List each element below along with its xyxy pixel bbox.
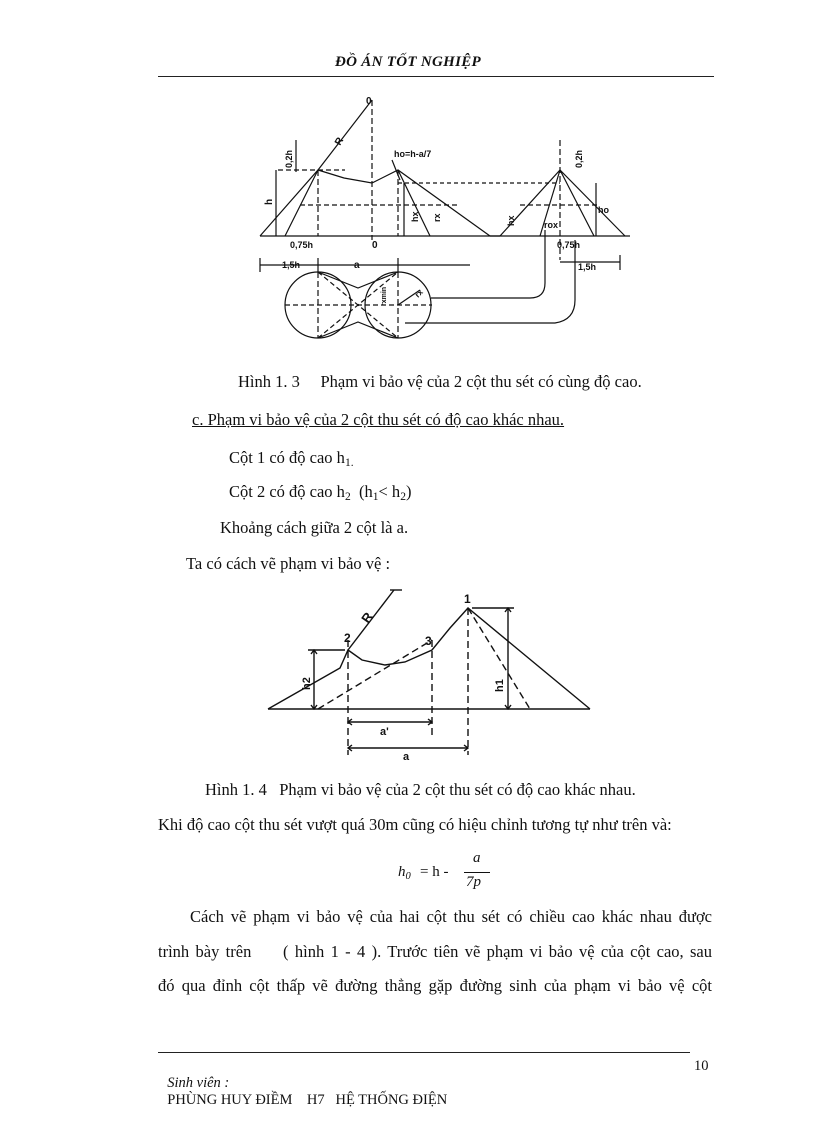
l2d: )	[405, 482, 412, 501]
formula-lhs	[398, 864, 411, 881]
formula-h-sub: 0	[405, 871, 411, 882]
fig13-label-r-rox: rox	[544, 220, 559, 230]
fig14-label-r: R	[358, 609, 376, 626]
section-heading: c. Phạm vi bảo vệ của 2 cột thu sét có độ cao khác nhau.	[192, 410, 565, 429]
fig13-label-r-15h: 1,5h	[578, 262, 597, 272]
l2c: < h	[378, 482, 401, 501]
formula-den: 7p	[466, 874, 481, 890]
fig13-label-r: R	[333, 135, 347, 148]
para-line-2: trình bày trên ( hình 1 - 4 ). Trước tiên vẽ phạm vi bảo vệ của cột cao, sau	[158, 942, 712, 961]
fig13-label-o: 0	[372, 240, 378, 251]
fig13-label-h0formula: ho=h-a/7	[394, 149, 432, 159]
fig14-label-a: a	[403, 751, 410, 763]
page-number: 10	[694, 1058, 709, 1074]
footer-label: Sinh viên :	[167, 1075, 230, 1091]
fig13-label-h02: 0,2h	[284, 149, 294, 168]
footer-name: PHÙNG HUY ĐIỀM H7 HỆ THỐNG ĐIỆN	[167, 1092, 448, 1108]
distance-line: Khoảng cách giữa 2 cột là a.	[220, 518, 409, 537]
fig13-label-075h: 0,75h	[290, 240, 314, 250]
fig13-label-15h: 1,5h	[282, 260, 301, 270]
l2s2: 1	[372, 491, 379, 503]
height-line-1	[229, 448, 354, 468]
l2s1: 2	[344, 491, 351, 503]
fig14-label-1: 1	[464, 592, 471, 606]
fig13-label-rx-plan: rx	[413, 287, 425, 300]
height-line-1-text: Cột 1 có độ cao h	[229, 448, 345, 467]
height-line-2	[229, 482, 411, 502]
fig14-label-h2: h2	[301, 677, 313, 690]
footer-rule	[158, 1052, 690, 1053]
fig13-label-hx: hx	[410, 211, 420, 222]
fraction-bar	[464, 872, 490, 873]
fig13-label-top: 0	[366, 96, 372, 107]
fig13-label-a: a	[354, 260, 360, 271]
figure-1-3	[250, 92, 640, 357]
fig14-label-3: 3	[425, 634, 432, 648]
fig13-label-rxmin: rxmin	[381, 286, 388, 306]
method-line: Ta có cách vẽ phạm vi bảo vệ :	[186, 554, 391, 573]
header-title: ĐỒ ÁN TỐT NGHIỆP	[334, 54, 482, 70]
l2b: (h	[350, 482, 373, 501]
fig13-label-r-hx: hx	[506, 215, 516, 226]
l2s3: 2	[400, 491, 406, 503]
para-line-3: đó qua đỉnh cột thấp vẽ đường thẳng gặp đường sinh của phạm vi bảo vệ cột	[158, 976, 712, 995]
footer-student	[160, 1058, 447, 1109]
l2a: Cột 2 có độ cao h	[229, 482, 345, 501]
header-rule	[158, 76, 714, 77]
h0-formula	[398, 850, 518, 892]
fig14-label-2: 2	[344, 631, 351, 645]
figure-1-4-caption: Hình 1. 4 Phạm vi bảo vệ của 2 cột thu sét có độ cao khác nhau.	[205, 780, 636, 799]
fig13-label-rx: rx	[432, 213, 442, 222]
height-line-1-sub: 1.	[344, 457, 354, 469]
fig14-label-a-prime: a'	[380, 726, 389, 738]
fig13-label-r-075h: 0,75h	[557, 240, 581, 250]
adjustment-note: Khi độ cao cột thu sét vượt quá 30m cũng có hiệu chỉnh tương tự như trên và:	[158, 815, 672, 834]
formula-num: a	[473, 850, 481, 866]
fig13-label-r-h02: 0,2h	[574, 149, 584, 168]
fig14-label-h1: h1	[494, 679, 506, 692]
figure-1-4	[260, 585, 600, 765]
formula-h: h	[398, 864, 406, 880]
formula-eq: = h -	[420, 864, 449, 880]
fig13-label-r-ho: ho	[598, 205, 609, 215]
figure-1-3-caption: Hình 1. 3 Phạm vi bảo vệ của 2 cột thu sét có cùng độ cao.	[238, 372, 642, 391]
fig13-label-h: h	[264, 198, 275, 205]
protection-profile-left	[260, 170, 490, 236]
para-line-1: Cách vẽ phạm vi bảo vệ của hai cột thu sét có chiều cao khác nhau được	[190, 907, 712, 926]
